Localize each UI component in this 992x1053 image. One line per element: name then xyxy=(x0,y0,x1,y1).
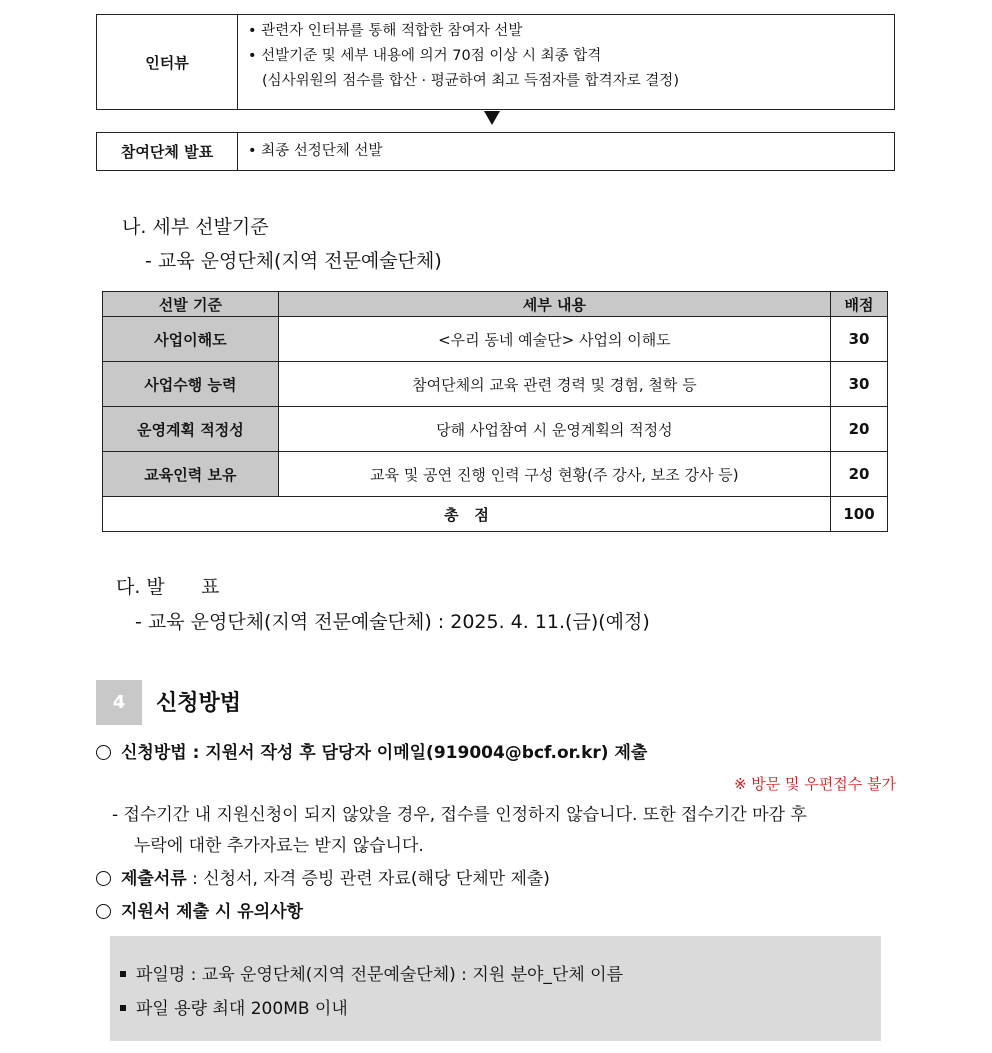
file-name-rule: 파일명 : 교육 운영단체(지역 전문예술단체) : 지원 분야_단체 이름 xyxy=(136,965,623,985)
total-label: 총 점 xyxy=(103,497,831,532)
criteria-header-detail: 세부 내용 xyxy=(278,292,830,317)
criteria-table xyxy=(102,291,888,532)
criterion-detail: 참여단체의 교육 관련 경력 및 경험, 철학 등 xyxy=(278,362,830,407)
criterion-name: 사업이해도 xyxy=(103,317,279,362)
section-na-title: 나. 세부 선발기준 xyxy=(122,216,269,238)
criteria-header-score: 배점 xyxy=(831,292,888,317)
criterion-score: 30 xyxy=(831,362,888,407)
interview-step-description xyxy=(238,15,894,109)
table-row xyxy=(103,407,888,452)
section-4-title: 신청방법 xyxy=(156,691,242,716)
notice-text: ※ 방문 및 우편접수 불가 xyxy=(733,775,896,793)
criterion-name: 교육인력 보유 xyxy=(103,452,279,497)
method-text: 신청방법 : 지원서 작성 후 담당자 이메일(919004@bcf.or.kr) 제출 xyxy=(121,743,648,763)
total-value: 100 xyxy=(831,497,888,532)
method-line xyxy=(96,738,647,763)
criterion-name: 사업수행 능력 xyxy=(103,362,279,407)
table-row xyxy=(103,452,888,497)
criterion-score: 20 xyxy=(831,407,888,452)
interview-line-1: • 관련자 인터뷰를 통해 적합한 참여자 선발 xyxy=(248,23,523,39)
section-da-line: - 교육 운영단체(지역 전문예술단체) : 2025. 4. 11.(금)(예정) xyxy=(135,611,650,633)
docs-label: 제출서류 xyxy=(121,869,187,889)
list-item xyxy=(120,994,348,1019)
circle-bullet-icon xyxy=(96,871,111,886)
criterion-detail: 교육 및 공연 진행 인력 구성 현황(주 강사, 보조 강사 등) xyxy=(278,452,830,497)
table-row xyxy=(103,317,888,362)
announce-step-box xyxy=(96,132,895,171)
circle-bullet-icon xyxy=(96,745,111,760)
interview-step-box xyxy=(96,14,895,110)
note-line-2: 누락에 대한 추가자료는 받지 않습니다. xyxy=(134,836,424,856)
square-bullet-icon xyxy=(120,971,126,977)
interview-step-label: 인터뷰 xyxy=(97,15,238,109)
total-row xyxy=(103,497,888,532)
file-size-rule: 파일 용량 최대 200MB 이내 xyxy=(136,999,348,1019)
section-na-subtitle: - 교육 운영단체(지역 전문예술단체) xyxy=(145,250,442,272)
note-line-1: - 접수기간 내 지원신청이 되지 않았을 경우, 접수를 인정하지 않습니다. 또한 접수기간 마감 후 xyxy=(112,805,807,825)
docs-line xyxy=(96,864,550,889)
criterion-detail: <우리 동네 예술단> 사업의 이해도 xyxy=(278,317,830,362)
criterion-name: 운영계획 적정성 xyxy=(103,407,279,452)
criteria-header-row xyxy=(103,292,888,317)
section-number-badge: 4 xyxy=(96,680,142,725)
list-item xyxy=(120,960,623,985)
docs-text: : 신청서, 자격 증빙 관련 자료(해당 단체만 제출) xyxy=(186,869,550,889)
announce-step-label: 참여단체 발표 xyxy=(97,133,238,170)
file-guideline-box xyxy=(110,936,881,1041)
circle-bullet-icon xyxy=(96,904,111,919)
interview-line-2: • 선발기준 및 세부 내용에 의거 70점 이상 시 최종 합격 xyxy=(248,48,602,64)
criterion-detail: 당해 사업참여 시 운영계획의 적정성 xyxy=(278,407,830,452)
announce-step-line: • 최종 선정단체 선발 xyxy=(248,143,383,159)
caution-line xyxy=(96,897,303,922)
table-row xyxy=(103,362,888,407)
criterion-score: 30 xyxy=(831,317,888,362)
square-bullet-icon xyxy=(120,1005,126,1011)
criteria-header-criterion: 선발 기준 xyxy=(103,292,279,317)
interview-line-3: (심사위원의 점수를 합산 · 평균하여 최고 득점자를 합격자로 결정) xyxy=(262,73,679,89)
caution-text: 지원서 제출 시 유의사항 xyxy=(121,902,303,922)
criterion-score: 20 xyxy=(831,452,888,497)
down-arrow-icon xyxy=(484,111,500,125)
section-da-title: 다. 발 표 xyxy=(116,576,220,598)
